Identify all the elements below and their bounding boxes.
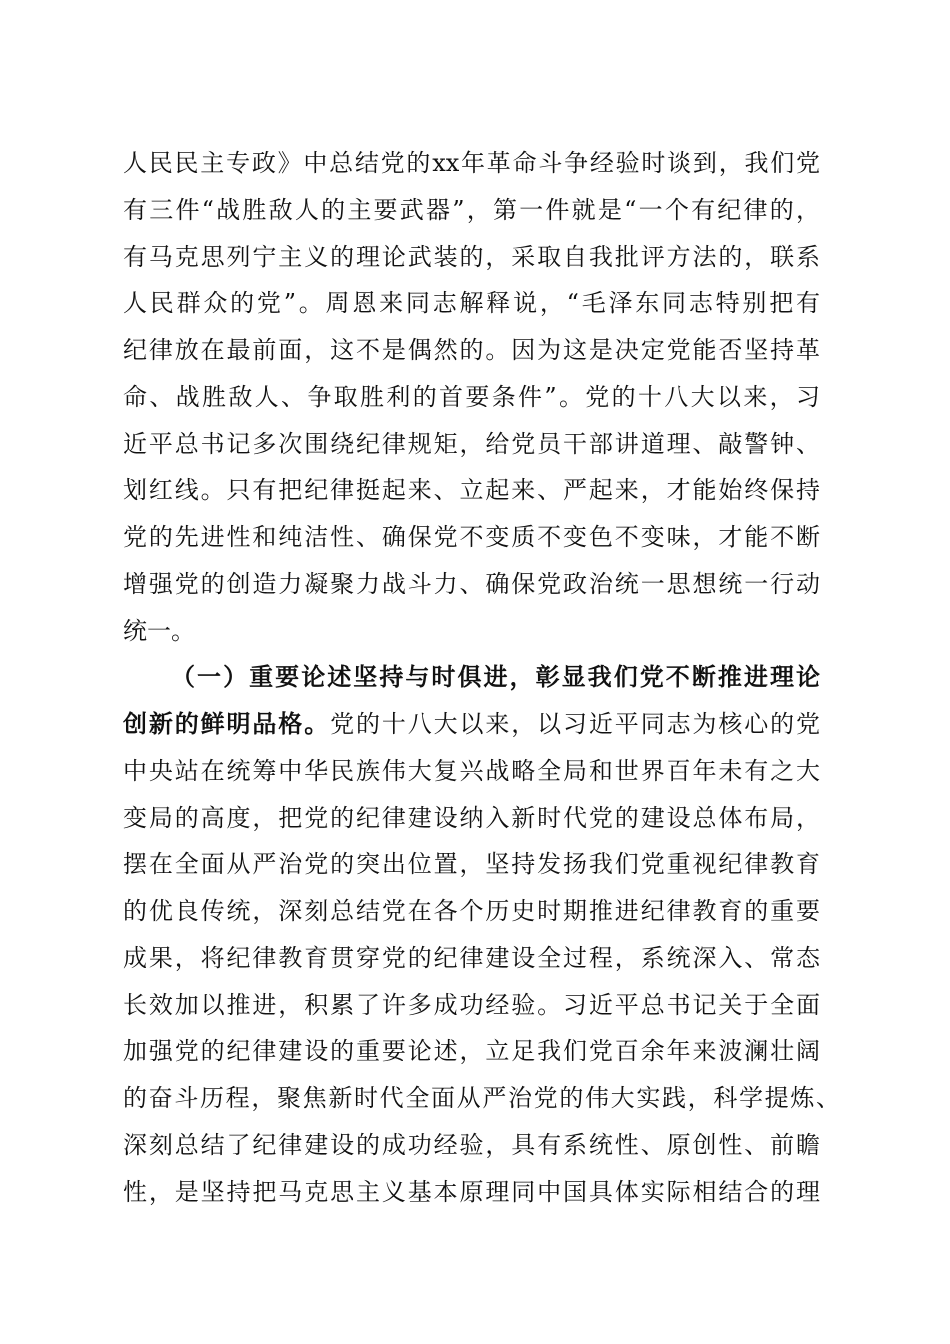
text-line: 性，是坚持把马克思主义基本原理同中国具体实际相结合的理 xyxy=(123,1177,820,1206)
text-line: 增强党的创造力凝聚力战斗力、确保党政治统一思想统一行动 xyxy=(123,569,820,598)
text-line: 划红线。只有把纪律挺起来、立起来、严起来，才能始终保持 xyxy=(123,476,820,505)
text-line: 人民群众的党”。周恩来同志解释说，“毛泽东同志特别把有 xyxy=(123,289,820,318)
text-line: 有三件“战胜敌人的主要武器”，第一件就是“一个有纪律的， xyxy=(123,195,820,224)
paragraph-1 xyxy=(123,140,820,654)
text-line: 纪律放在最前面，这不是偶然的。因为这是决定党能否坚持革 xyxy=(123,336,820,364)
text-line: 党的先进性和纯洁性、确保党不变质不变色不变味，才能不断 xyxy=(123,523,820,551)
text-line: 的奋斗历程，聚焦新时代全面从严治党的伟大实践，科学提炼、 xyxy=(123,1084,840,1112)
text-line: 长效加以推进，积累了许多成功经验。习近平总书记关于全面 xyxy=(123,990,820,1019)
text-line: 的优良传统，深刻总结党在各个历史时期推进纪律教育的重要 xyxy=(123,897,820,925)
text-line: 中央站在统筹中华民族伟大复兴战略全局和世界百年未有之大 xyxy=(123,756,820,785)
text-line: 加强党的纪律建设的重要论述，立足我们党百余年来波澜壮阔 xyxy=(123,1037,820,1066)
section-heading: （一）重要论述坚持与时俱进，彰显我们党不断推进理论 xyxy=(171,662,820,692)
paragraph-2 xyxy=(123,654,840,1215)
text-line: 变局的高度，把党的纪律建设纳入新时代党的建设总体布局， xyxy=(123,803,820,832)
document-page xyxy=(123,140,840,1215)
text-segment: 党的十八大以来，以习近平同志为核心的党 xyxy=(330,710,820,738)
text-line: 人民民主专政》中总结党的xx年革命斗争经验时谈到，我们党 xyxy=(123,149,820,177)
text-line xyxy=(123,701,820,748)
text-line: 深刻总结了纪律建设的成功经验，具有系统性、原创性、前瞻 xyxy=(123,1130,820,1159)
text-line: 有马克思列宁主义的理论武装的，采取自我批评方法的，联系 xyxy=(123,242,820,271)
text-line: 统一。 xyxy=(123,616,195,645)
text-line: 近平总书记多次围绕纪律规矩，给党员干部讲道理、敲警钟、 xyxy=(123,429,820,458)
text-line: 命、战胜敌人、争取胜利的首要条件”。党的十八大以来，习 xyxy=(123,382,820,411)
text-line: 成果，将纪律教育贯穿党的纪律建设全过程，系统深入、常态 xyxy=(123,943,820,972)
text-line: 摆在全面从严治党的突出位置，坚持发扬我们党重视纪律教育 xyxy=(123,850,820,879)
section-heading-end: 创新的鲜明品格。 xyxy=(123,709,331,738)
